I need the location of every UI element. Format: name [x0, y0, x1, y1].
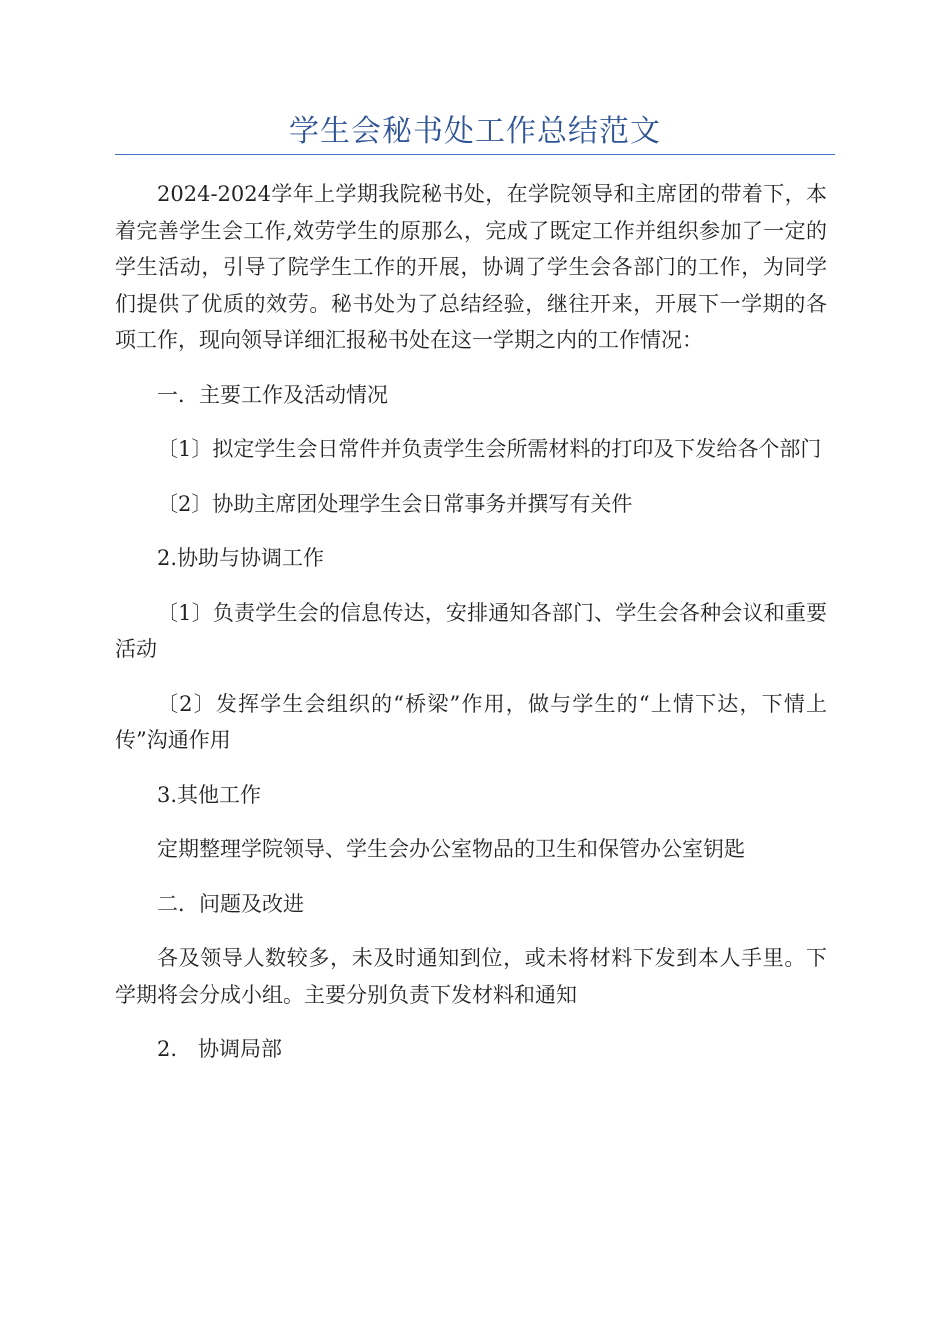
list-item-bridge-role: 〔2〕发挥学生会组织的“桥梁”作用，做与学生的“上情下达，下情上传”沟通作用 [115, 691, 827, 752]
paragraph-problems-detail: 各及领导人数较多，未及时通知到位，或未将材料下发到本人手里。下学期将会分成小组。主要分别负责下发材料和通知 [115, 946, 827, 1007]
subheading-coordination-part: 2. 协调局部 [157, 1037, 283, 1061]
section-heading-main-work: 一．主要工作及活动情况 [157, 382, 388, 407]
list-item-info-relay: 〔1〕负责学生会的信息传达，安排通知各部门、学生会各种会议和重要活动 [115, 600, 827, 661]
list-item-draft-documents: 〔1〕拟定学生会日常件并负责学生会所需材料的打印及下发给各个部门 [157, 437, 822, 461]
list-item-assist-presidium: 〔2〕协助主席团处理学生会日常事务并撰写有关件 [157, 491, 633, 516]
intro-paragraph: 2024-2024学年上学期我院秘书处，在学院领导和主席团的带着下，本着完善学生会工作,效劳学生的原那么，完成了既定工作并组织参加了一定的学生活动，引导了院学生工作的开展，协调了学生会各部门的工作，为同学们提供了优质的效劳。秘书处为了总结经验，继往开来，开展下一学期的各项工作，现向领导详细汇报秘书处在这一学期之内的工作情况： [115, 182, 827, 352]
paragraph-office-upkeep: 定期整理学院领导、学生会办公室物品的卫生和保管办公室钥匙 [157, 837, 745, 861]
document-title: 学生会秘书处工作总结范文 [289, 114, 661, 149]
document-body [115, 176, 827, 1086]
section-heading-problems: 二．问题及改进 [157, 891, 304, 916]
subheading-coordination: 2.协助与协调工作 [157, 546, 325, 570]
subheading-other-work: 3.其他工作 [157, 782, 262, 807]
title-underline [115, 154, 835, 155]
